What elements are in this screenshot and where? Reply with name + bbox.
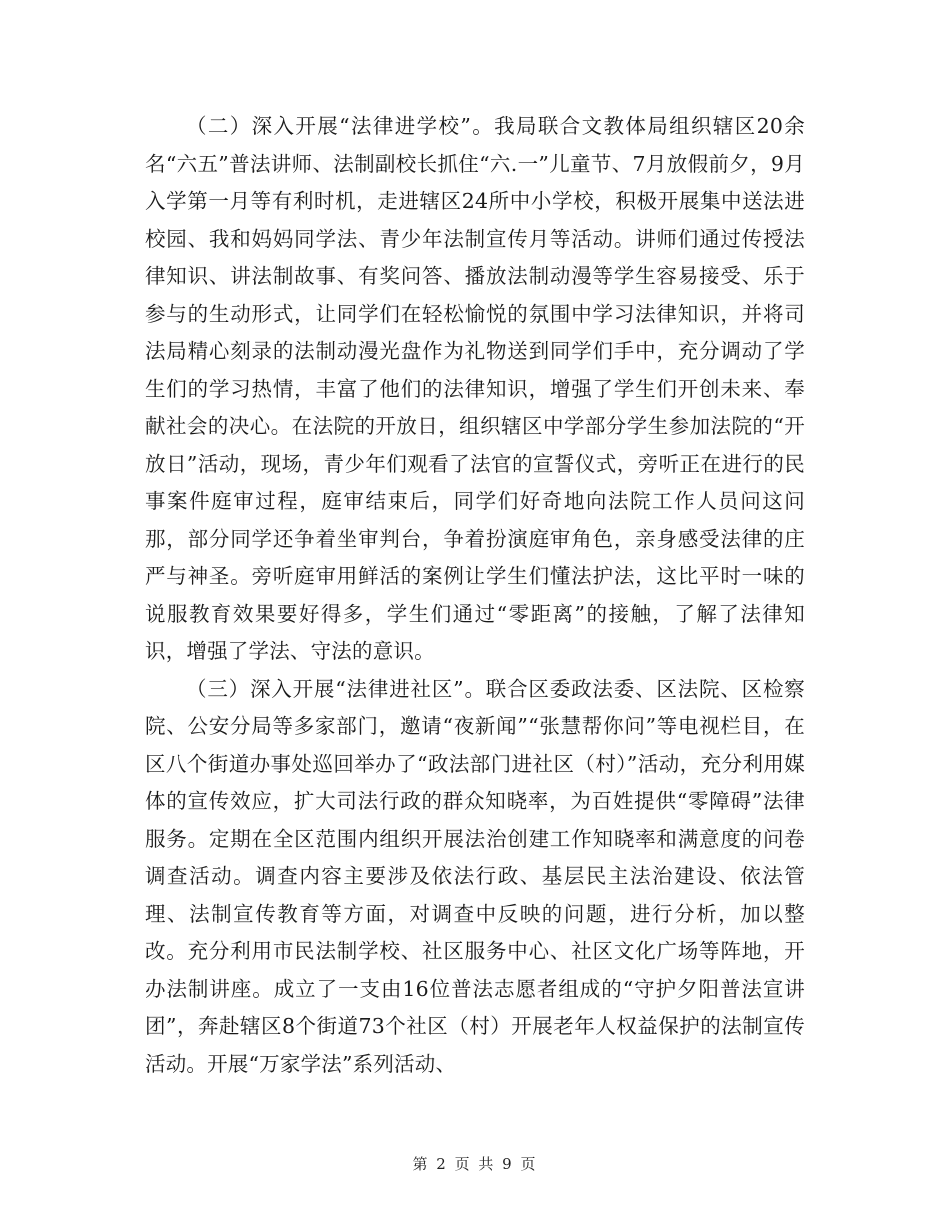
paragraph-communities: （三）深入开展“法律进社区”。联合区委政法委、区法院、区检察院、公安分局等多家部门，邀请“夜新闻”“张慧帮你问”等电视栏目，在区八个街道办事处巡回举办了“政法部门进社区（村）”活动，充分利用媒体的宣传效应，扩大司法行政的群众知晓率，为百姓提供“零障碍”法律服务。定期在全区范围内组织开展法治创建工作知晓率和满意度的问卷调查活动。调查内容主要涉及依法行政、基层民主法治建设、依法管理、法制宣传教育等方面，对调查中反映的问题，进行分析，加以整改。充分利用市民法制学校、社区服务中心、社区文化广场等阵地，开办法制讲座。成立了一支由16位普法志愿者组成的“守护夕阳普法宣讲团”，奔赴辖区8个街道73个社区（村）开展老年人权益保护的法制宣传活动。开展“万家学法”系列活动、	[145, 676, 805, 1076]
page-footer: 第 2 页 共 9 页	[412, 1155, 538, 1173]
document-body	[145, 108, 805, 1083]
paragraph-schools: （二）深入开展“法律进学校”。我局联合文教体局组织辖区20余名“六五”普法讲师、法制副校长抓住“六.一”儿童节、7月放假前夕，9月入学第一月等有利时机，走进辖区24所中小学校，积极开展集中送法进校园、我和妈妈同学法、青少年法制宣传月等活动。讲师们通过传授法律知识、讲法制故事、有奖问答、播放法制动漫等学生容易接受、乐于参与的生动形式，让同学们在轻松愉悦的氛围中学习法律知识，并将司法局精心刻录的法制动漫光盘作为礼物送到同学们手中，充分调动了学生们的学习热情，丰富了他们的法律知识，增强了学生们开创未来、奉献社会的决心。在法院的开放日，组织辖区中学部分学生参加法院的“开放日”活动，现场，青少年们观看了法官的宣誓仪式，旁听正在进行的民事案件庭审过程，庭审结束后，同学们好奇地向法院工作人员问这问那，部分同学还争着坐审判台，争着扮演庭审角色，亲身感受法律的庄严与神圣。旁听庭审用鲜活的案例让学生们懂法护法，这比平时一味的说服教育效果要好得多，学生们通过“零距离”的接触，了解了法律知识，增强了学法、守法的意识。	[145, 114, 805, 663]
